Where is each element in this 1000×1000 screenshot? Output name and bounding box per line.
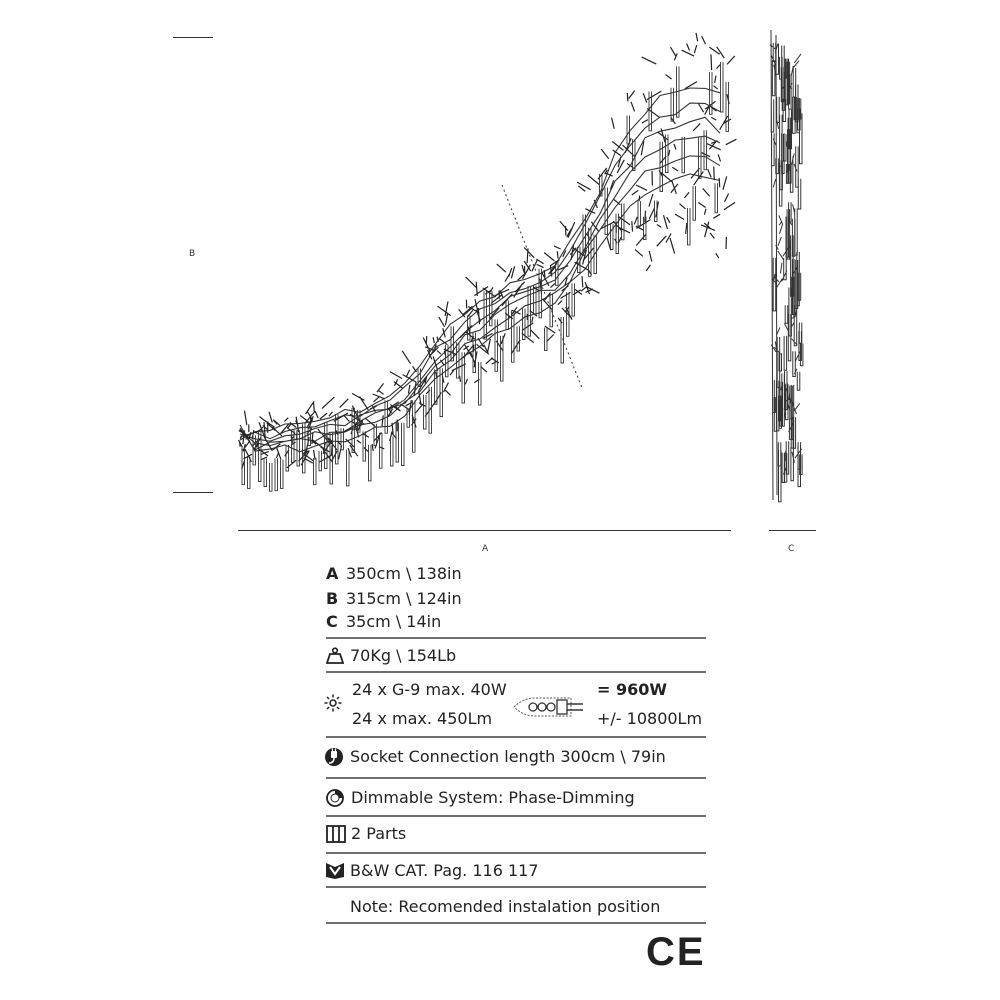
main-branches bbox=[240, 88, 720, 452]
catalog-icon bbox=[325, 862, 345, 880]
dimension-key: A bbox=[326, 564, 339, 583]
dim-b-bottom-mark bbox=[173, 492, 213, 493]
dimension-key: B bbox=[326, 589, 339, 608]
dimension-value: 350cm \ 138in bbox=[346, 564, 462, 583]
lamp-spec-watts: 24 x G-9 max. 40W bbox=[352, 680, 507, 699]
dim-c-label: C bbox=[788, 544, 795, 554]
chandelier-front-view bbox=[239, 33, 737, 491]
dim-b-top-mark bbox=[173, 37, 213, 38]
total-lumens: +/- 10800Lm bbox=[597, 709, 703, 728]
parts-text: 2 Parts bbox=[351, 824, 407, 843]
dim-a-line bbox=[238, 530, 731, 531]
side-view-drops bbox=[770, 30, 803, 502]
installation-note: Note: Recomended instalation position bbox=[350, 897, 661, 916]
divider bbox=[326, 922, 706, 924]
socket-connection-text: Socket Connection length 300cm \ 79in bbox=[350, 747, 666, 766]
divider bbox=[326, 671, 706, 673]
parts-icon bbox=[326, 825, 346, 843]
divider bbox=[326, 852, 706, 854]
weight-icon bbox=[326, 647, 344, 665]
divider bbox=[326, 736, 706, 738]
twigs bbox=[239, 33, 737, 469]
chandelier-side-view bbox=[770, 30, 803, 502]
ce-mark: CE bbox=[646, 930, 706, 974]
dimension-c-row bbox=[326, 612, 706, 632]
dimension-b-row bbox=[326, 589, 706, 609]
weight-value: 70Kg \ 154Lb bbox=[350, 646, 457, 665]
dim-b-label: B bbox=[189, 249, 196, 259]
divider bbox=[326, 886, 706, 888]
plug-icon bbox=[324, 747, 344, 767]
dimension-value: 35cm \ 14in bbox=[346, 612, 442, 631]
total-watts: = 960W bbox=[597, 680, 668, 699]
dimension-a-row bbox=[326, 564, 706, 584]
dim-a-label: A bbox=[482, 544, 489, 554]
light-icon bbox=[324, 694, 342, 712]
lamp-spec-lumens: 24 x max. 450Lm bbox=[352, 709, 493, 728]
dimmer-icon bbox=[325, 788, 345, 808]
divider bbox=[326, 637, 706, 639]
dimension-key: C bbox=[326, 612, 338, 631]
dimension-value: 315cm \ 124in bbox=[346, 589, 462, 608]
divider bbox=[326, 815, 706, 817]
dimming-text: Dimmable System: Phase-Dimming bbox=[351, 788, 635, 807]
catalog-text: B&W CAT. Pag. 116 117 bbox=[350, 861, 539, 880]
dim-c-line bbox=[769, 530, 816, 531]
divider bbox=[326, 777, 706, 779]
g9-bulb-icon bbox=[511, 695, 587, 719]
